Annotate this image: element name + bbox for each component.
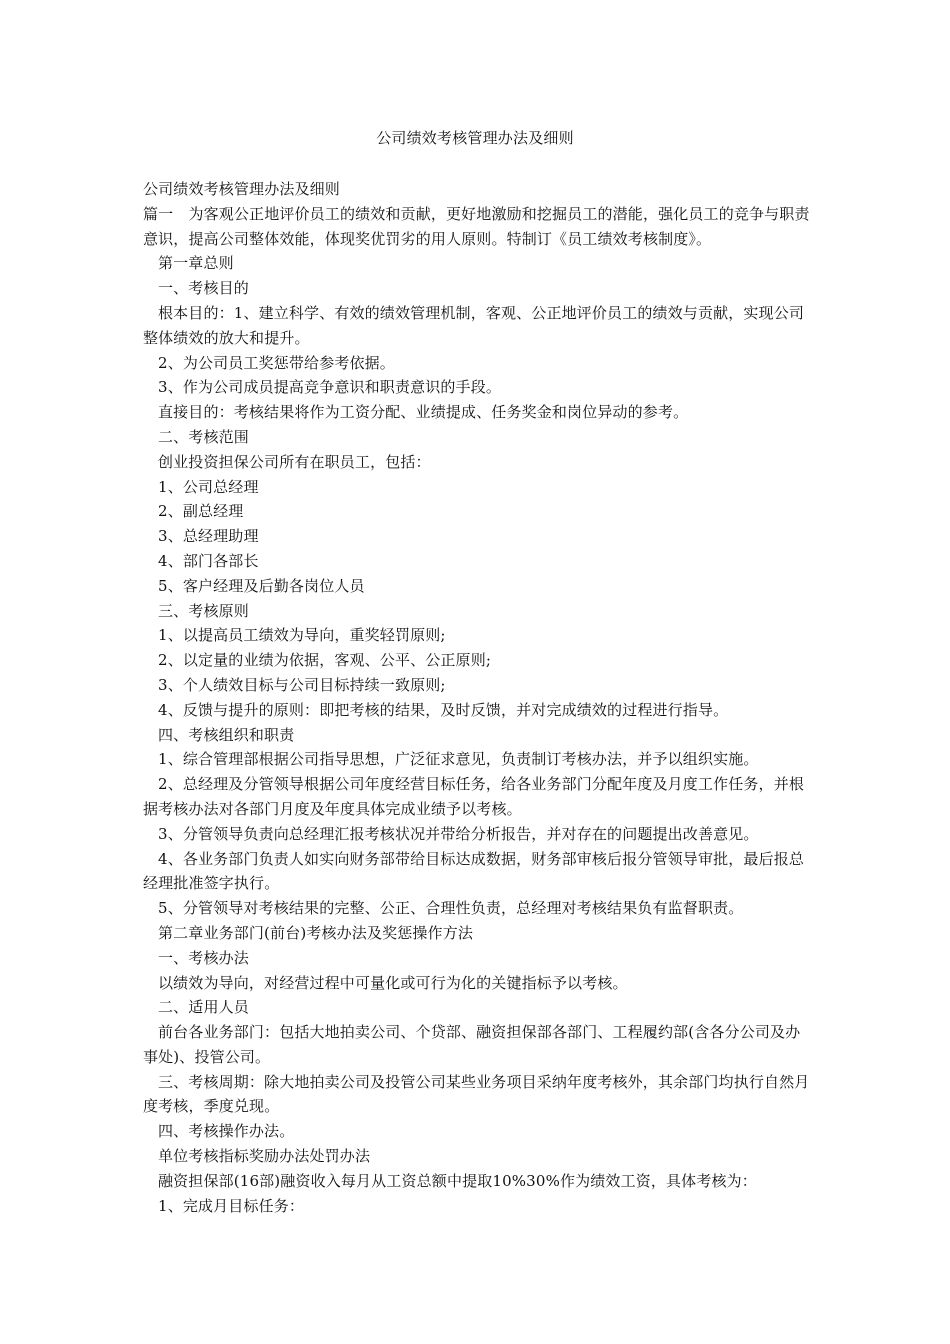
paragraph: 单位考核指标奖励办法处罚办法 [158,1147,371,1166]
paragraph: 3、个人绩效目标与公司目标持续一致原则; [158,675,446,694]
paragraph: 1、完成月目标任务： [158,1196,305,1215]
paragraph: 创业投资担保公司所有在职员工，包括： [158,452,431,471]
paragraph: 4、部门各部长 [158,551,259,570]
document-title: 公司绩效考核管理办法及细则 [376,129,574,147]
paragraph: 四、考核组织和职责 [158,725,295,744]
paragraph: 2、总经理及分管领导根据公司年度经营目标任务，给各业务部门分配年度及月度工作任务，并根据考核办法对各部门月度及年度具体完成业绩予以考核。 [143,775,804,818]
paragraph: 篇一 为客观公正地评价员工的绩效和贡献，更好地激励和挖掘员工的潜能，强化员工的竞争与职责意识，提高公司整体效能，体现奖优罚劣的用人原则。特制订《员工绩效考核制度》。 [143,204,810,248]
paragraph: 以绩效为导向，对经营过程中可量化或可行为化的关键指标予以考核。 [158,973,628,992]
paragraph: 二、适用人员 [158,998,249,1017]
paragraph: 第一章总则 [158,254,234,273]
paragraph: 2、副总经理 [158,502,244,521]
paragraph: 公司绩效考核管理办法及细则 [143,180,340,198]
paragraph: 根本目的：1、建立科学、有效的绩效管理机制，客观、公正地评价员工的绩效与贡献，实现公司整体绩效的放大和提升。 [143,303,804,347]
paragraph: 2、为公司员工奖惩带给参考依据。 [158,353,395,372]
paragraph: 二、考核范围 [158,427,249,446]
paragraph: 3、总经理助理 [158,527,259,546]
paragraph: 一、考核目的 [158,279,249,298]
paragraph: 4、各业务部门负责人如实向财务部带给目标达成数据，财务部审核后报分管领导审批，最后报总经理批准签字执行。 [143,849,804,893]
paragraph: 2、以定量的业绩为依据，客观、公平、公正原则; [158,651,492,670]
paragraph: 一、考核办法 [158,948,249,967]
paragraph: 3、分管领导负责向总经理汇报考核状况并带给分析报告，并对存在的问题提出改善意见。 [158,824,759,843]
paragraph: 4、反馈与提升的原则：即把考核的结果，及时反馈，并对完成绩效的过程进行指导。 [158,700,729,719]
paragraph: 1、以提高员工绩效为导向，重奖轻罚原则; [158,626,446,645]
paragraph: 1、公司总经理 [158,477,259,496]
paragraph: 3、作为公司成员提高竞争意识和职责意识的手段。 [158,378,501,397]
document-body [143,177,811,1218]
paragraph: 三、考核周期：除大地拍卖公司及投管公司某些业务项目采纳年度考核外，其余部门均执行自然月度考核，季度兑现。 [143,1072,810,1116]
paragraph: 1、综合管理部根据公司指导思想，广泛征求意见，负责制订考核办法，并予以组织实施。 [158,750,759,769]
paragraph: 四、考核操作办法。 [158,1122,295,1141]
paragraph: 5、客户经理及后勤各岗位人员 [158,576,365,595]
paragraph: 融资担保部(16部)融资收入每月从工资总额中提取10%30%作为绩效工资，具体考核为： [158,1171,757,1190]
paragraph: 第二章业务部门(前台)考核办法及奖惩操作方法 [158,923,474,942]
paragraph: 直接目的：考核结果将作为工资分配、业绩提成、任务奖金和岗位异动的参考。 [158,403,689,422]
paragraph: 前台各业务部门：包括大地拍卖公司、个贷部、融资担保部各部门、工程履约部(含各分公司及办事处)、投管公司。 [143,1023,801,1066]
paragraph: 5、分管领导对考核结果的完整、公正、合理性负责，总经理对考核结果负有监督职责。 [158,899,744,918]
paragraph: 三、考核原则 [158,601,249,620]
